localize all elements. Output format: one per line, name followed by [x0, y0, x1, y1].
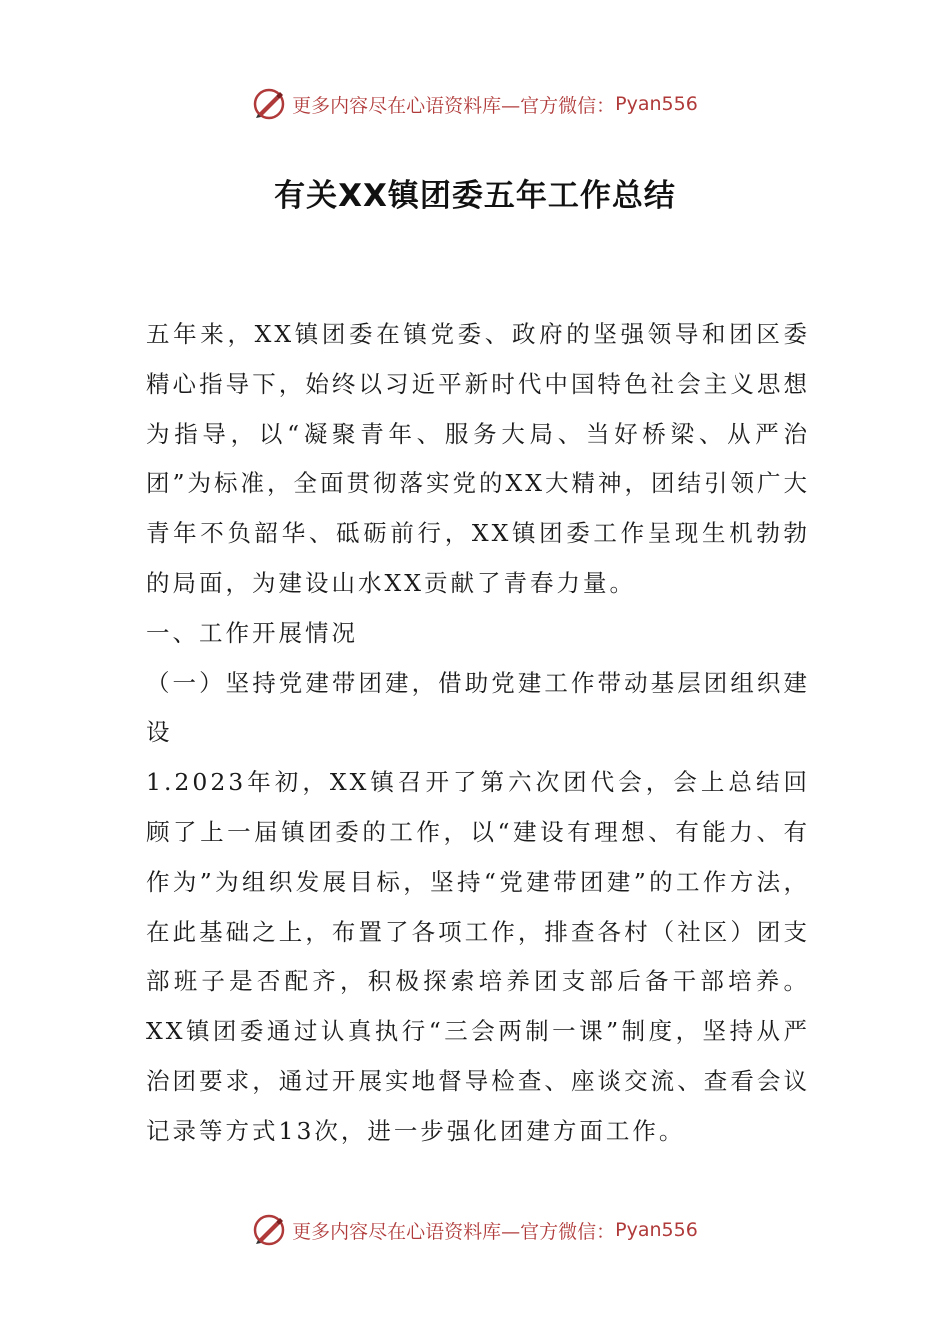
pen-logo-icon — [252, 1213, 286, 1247]
watermark-text: 更多内容尽在心语资料库—官方微信： — [292, 94, 616, 117]
watermark-text: 更多内容尽在心语资料库—官方微信： — [292, 1220, 616, 1243]
document-body — [146, 310, 810, 1157]
pen-logo-icon — [252, 87, 286, 121]
watermark-banner-top — [0, 84, 950, 124]
watermark-handle: Pyan556 — [615, 93, 698, 115]
subsection-heading: （一）坚持党建带团建，借助党建工作带动基层团组织建设 — [146, 668, 810, 747]
paragraph-intro: 五年来，XX镇团委在镇党委、政府的坚强领导和团区委精心指导下，始终以习近平新时代中国特色社会主义思想为指导，以“凝聚青年、服务大局、当好桥梁、从严治团”为标准，全面贯彻落实党的XX大精神，团结引领广大青年不负韶华、砥砺前行，XX镇团委工作呈现生机勃勃的局面，为建设山水XX贡献了青春力量。 — [146, 320, 810, 597]
watermark-banner-bottom — [0, 1210, 950, 1250]
watermark-handle: Pyan556 — [615, 1219, 698, 1241]
section-heading: 一、工作开展情况 — [146, 618, 358, 647]
paragraph-item-1: 1.2023年初，XX镇召开了第六次团代会，会上总结回顾了上一届镇团委的工作，以“建设有理想、有能力、有作为”为组织发展目标，坚持“党建带团建”的工作方法，在此基础之上，布置了各项工作，排查各村（社区）团支部班子是否配齐，积极探索培养团支部后备干部培养。XX镇团委通过认真执行“三会两制一课”制度，坚持从严治团要求，通过开展实地督导检查、座谈交流、查看会议记录等方式13次，进一步强化团建方面工作。 — [146, 768, 810, 1145]
document-title: 有关XX镇团委五年工作总结 — [274, 178, 676, 214]
